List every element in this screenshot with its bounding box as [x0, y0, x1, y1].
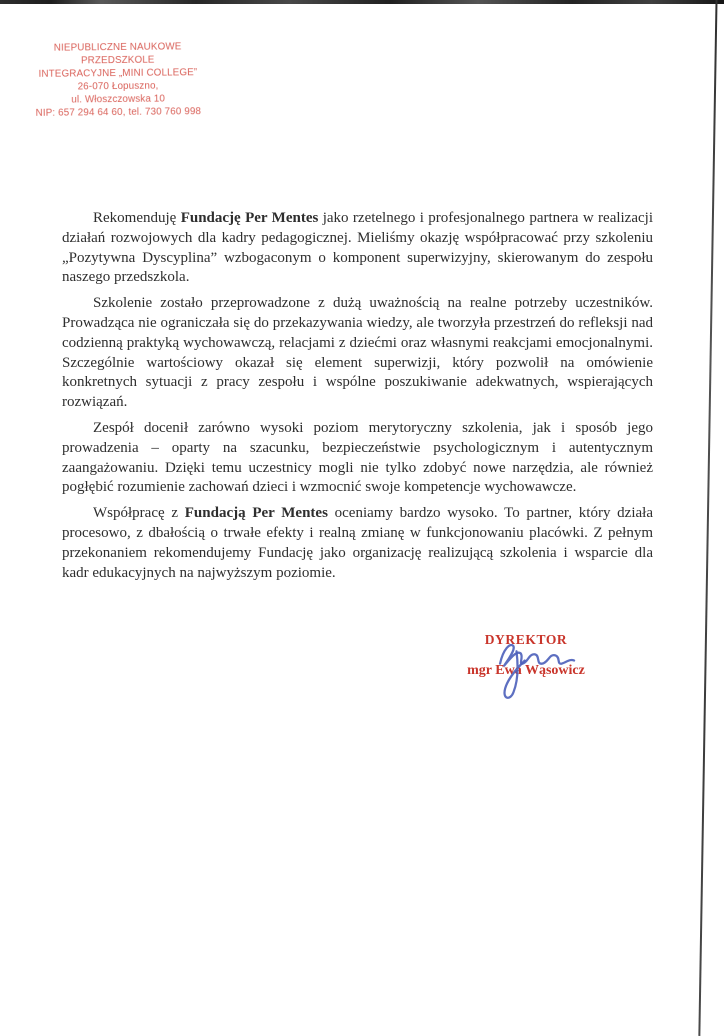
stamp-line-institution: NIEPUBLICZNE NAUKOWE PRZEDSZKOLE — [53, 41, 182, 67]
paragraph-training-quality: Szkolenie zostało przeprowadzone z dużą uważnością na realne potrzeby uczestników. Prowadząca nie ograniczała się do przekazywania wiedzy, ale tworzyła przestrzeń do refleksji nad codzienną praktyką wychowawczą, relacjami z dziećmi oraz własnymi reakcjami emocjonalnymi. Szczególnie wartościowy okazał się element superwizji, który pozwolił na omówienie konkretnych sytuacji z pracy zespołu i wspólne poszukiwanie adekwatnych, wspierających rozwiązań. — [62, 295, 653, 411]
foundation-name-bold-2: Fundacją Per Mentes — [184, 505, 328, 522]
scan-edge-top — [0, 0, 724, 4]
paragraph-conclusion — [62, 504, 653, 583]
stamp-line-nip-phone: NIP: 657 294 64 60, tel. 730 760 998 — [35, 105, 202, 119]
paragraph-recommendation-text: Rekomenduję — [93, 210, 181, 226]
stamp-line-name: INTEGRACYJNE „MINI COLLEGE” — [38, 66, 198, 80]
paragraph-team-feedback: Zespół docenił zarówno wysoki poziom merytoryczny szkolenia, jak i sposób jego prowadzenia – oparty na szacunku, bezpieczeństwie psychologicznym i autentycznym zaangażowaniu. Dzięki temu uczestnicy mogli nie tylko zdobyć nowe narzędzia, ale również pogłębić rozumienie zachowań dzieci i wzmocnić swoje kompetencje wychowawcze. — [62, 419, 653, 496]
foundation-name-bold: Fundację Per Mentes — [180, 210, 319, 226]
director-name: mgr Ewa Wąsowicz — [467, 663, 585, 679]
paragraph-recommendation — [62, 209, 653, 288]
director-title: DYREKTOR — [484, 632, 568, 648]
stamp-line-postal: 26-070 Łopuszno, — [77, 80, 159, 93]
paragraph-recommendation-rest: jako rzetelnego i profesjonalnego partnera w realizacji działań rozwojowych dla kadry pedagogicznej. Mieliśmy okazję współpracować przy szkoleniu „Pozytywna Dyscyplina” wzbogaconym o komponent superwizyjny, skierowanym do zespołu naszego przedszkola. — [62, 210, 653, 286]
paragraph-conclusion-rest: oceniamy bardzo wysoko. To partner, który działa procesowo, z dbałością o trwałe efekty i realną zmianę w funkcjonowaniu placówki. Z pełnym przekonaniem rekomendujemy Fundację jako organizację realizującą szkolenia i wsparcie dla kadr edukacyjnych na najwyższym poziomie. — [62, 505, 653, 581]
stamp-line-street: ul. Włoszczowska 10 — [71, 93, 166, 106]
signature-block — [421, 631, 631, 679]
school-stamp — [30, 41, 207, 120]
paragraph-conclusion-text: Współpracę z — [93, 505, 185, 522]
